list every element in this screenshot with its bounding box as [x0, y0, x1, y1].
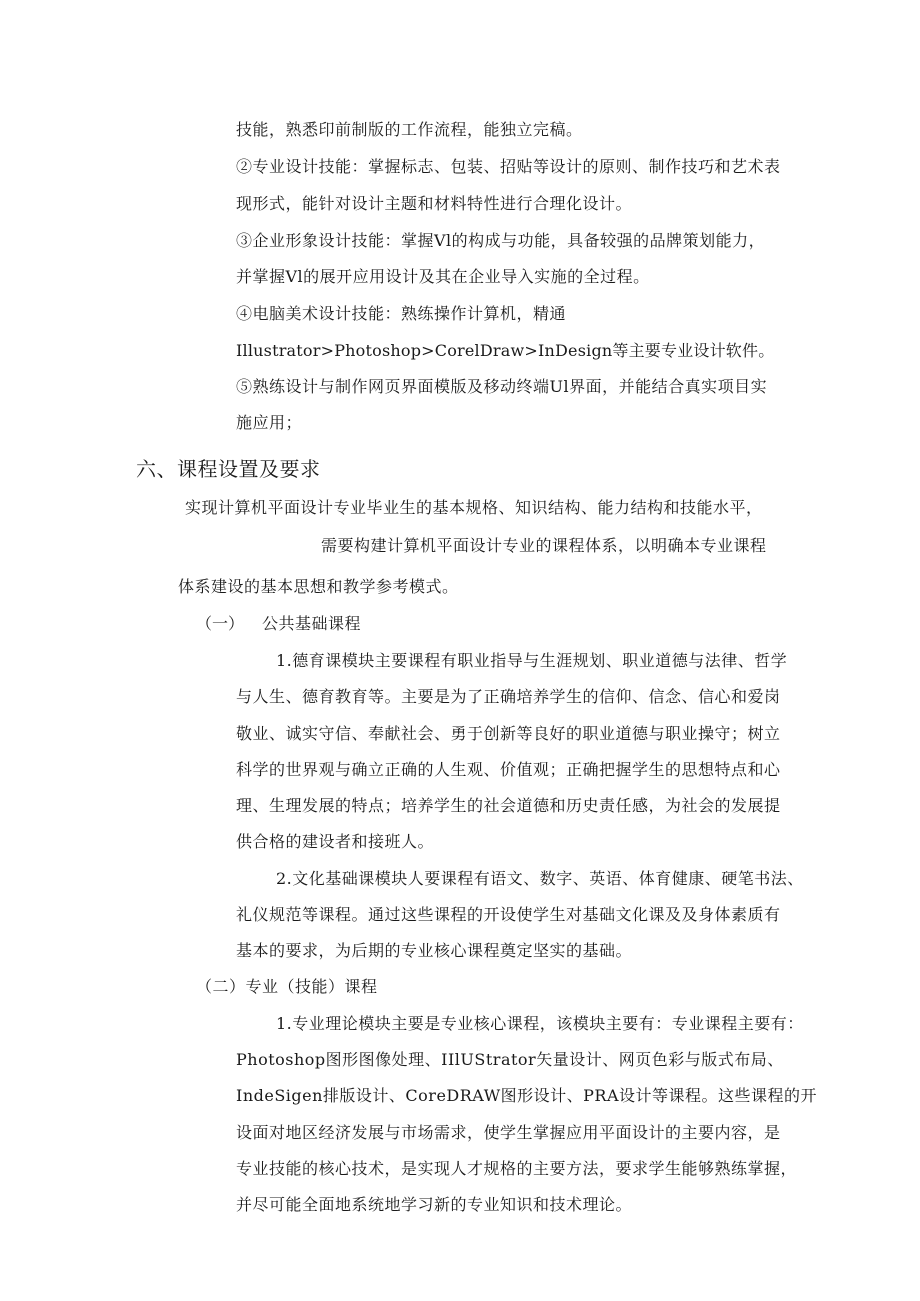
section-heading: 六、课程设置及要求 [136, 457, 321, 481]
paragraph-line: 1.德育课模块主要课程有职业指导与生涯规划、职业道德与法律、哲学 [276, 651, 788, 670]
paragraph-line: 供合格的建设者和接班人。 [236, 832, 435, 851]
paragraph-line: 并尽可能全面地系统地学习新的专业知识和技术理论。 [236, 1195, 633, 1214]
intro-line: 体系建设的基本思想和教学参考模式。 [178, 577, 459, 596]
intro-line: 需要构建计算机平面设计专业的课程体系，以明确本专业课程 [321, 536, 767, 555]
paragraph-line: 理、生理发展的特点；培养学生的社会道德和历史责任感，为社会的发展提 [236, 796, 781, 815]
skill-text-line: ④电脑美术设计技能：熟练操作计算机，精通 [236, 304, 567, 323]
paragraph-line: 基本的要求，为后期的专业核心课程奠定坚实的基础。 [236, 941, 633, 960]
paragraph-line: IndeSigen排版设计、CoreDRAW图形设计、PRA设计等课程。这些课程的开 [236, 1086, 818, 1105]
paragraph-line: 专业技能的核心技术，是实现人才规格的主要方法，要求学生能够熟练掌握， [236, 1159, 798, 1178]
skill-text-line: 技能，熟悉印前制版的工作流程，能独立完稿。 [236, 120, 583, 139]
paragraph-line: 设面对地区经济发展与市场需求，使学生掌握应用平面设计的主要内容，是 [236, 1123, 781, 1142]
paragraph-line: 敬业、诚实守信、奉献社会、勇于创新等良好的职业道德与职业操守；树立 [236, 724, 781, 743]
paragraph-line: 科学的世界观与确立正确的人生观、价值观；正确把握学生的思想特点和心 [236, 760, 781, 779]
skill-text-line: ③企业形象设计技能：掌握Vl的构成与功能，具备较强的品牌策划能力， [236, 231, 766, 250]
skill-text-line: 施应用； [236, 413, 303, 432]
skill-text-line: 现形式，能针对设计主题和材料特性进行合理化设计。 [236, 194, 633, 213]
skill-text-line: Illustrator>Photoshop>CorelDraw>InDesign等主要专业设计软件。 [236, 341, 775, 360]
paragraph-line: 礼仪规范等课程。通过这些课程的开设使学生对基础文化课及及身体素质有 [236, 905, 781, 924]
skill-text-line: ②专业设计技能：掌握标志、包装、招贴等设计的原则、制作技巧和艺术表 [236, 157, 781, 176]
paragraph-line: 2.文化基础课模块人要课程有语文、数字、英语、体育健康、硬笔书法、 [276, 869, 804, 888]
paragraph-line: Photoshop图形图像处理、IIlUStrator矢量设计、网页色彩与版式布局、 [236, 1050, 784, 1069]
subsection-title: 公共基础课程 [262, 614, 362, 633]
intro-line: 实现计算机平面设计专业毕业生的基本规格、知识结构、能力结构和技能水平， [185, 498, 763, 517]
skill-text-line: ⑤熟练设计与制作网页界面模版及移动终端Ul界面，并能结合真实项目实 [236, 377, 768, 396]
subsection-title: （二）专业（技能）课程 [196, 977, 378, 996]
paragraph-line: 1.专业理论模块主要是专业核心课程，该模块主要有：专业课程主要有： [276, 1014, 804, 1033]
subsection-number: （一） [196, 614, 245, 633]
paragraph-line: 与人生、德育教育等。主要是为了正确培养学生的信仰、信念、信心和爱岗 [236, 687, 781, 706]
skill-text-line: 并掌握Vl的展开应用设计及其在企业导入实施的全过程。 [236, 267, 650, 286]
